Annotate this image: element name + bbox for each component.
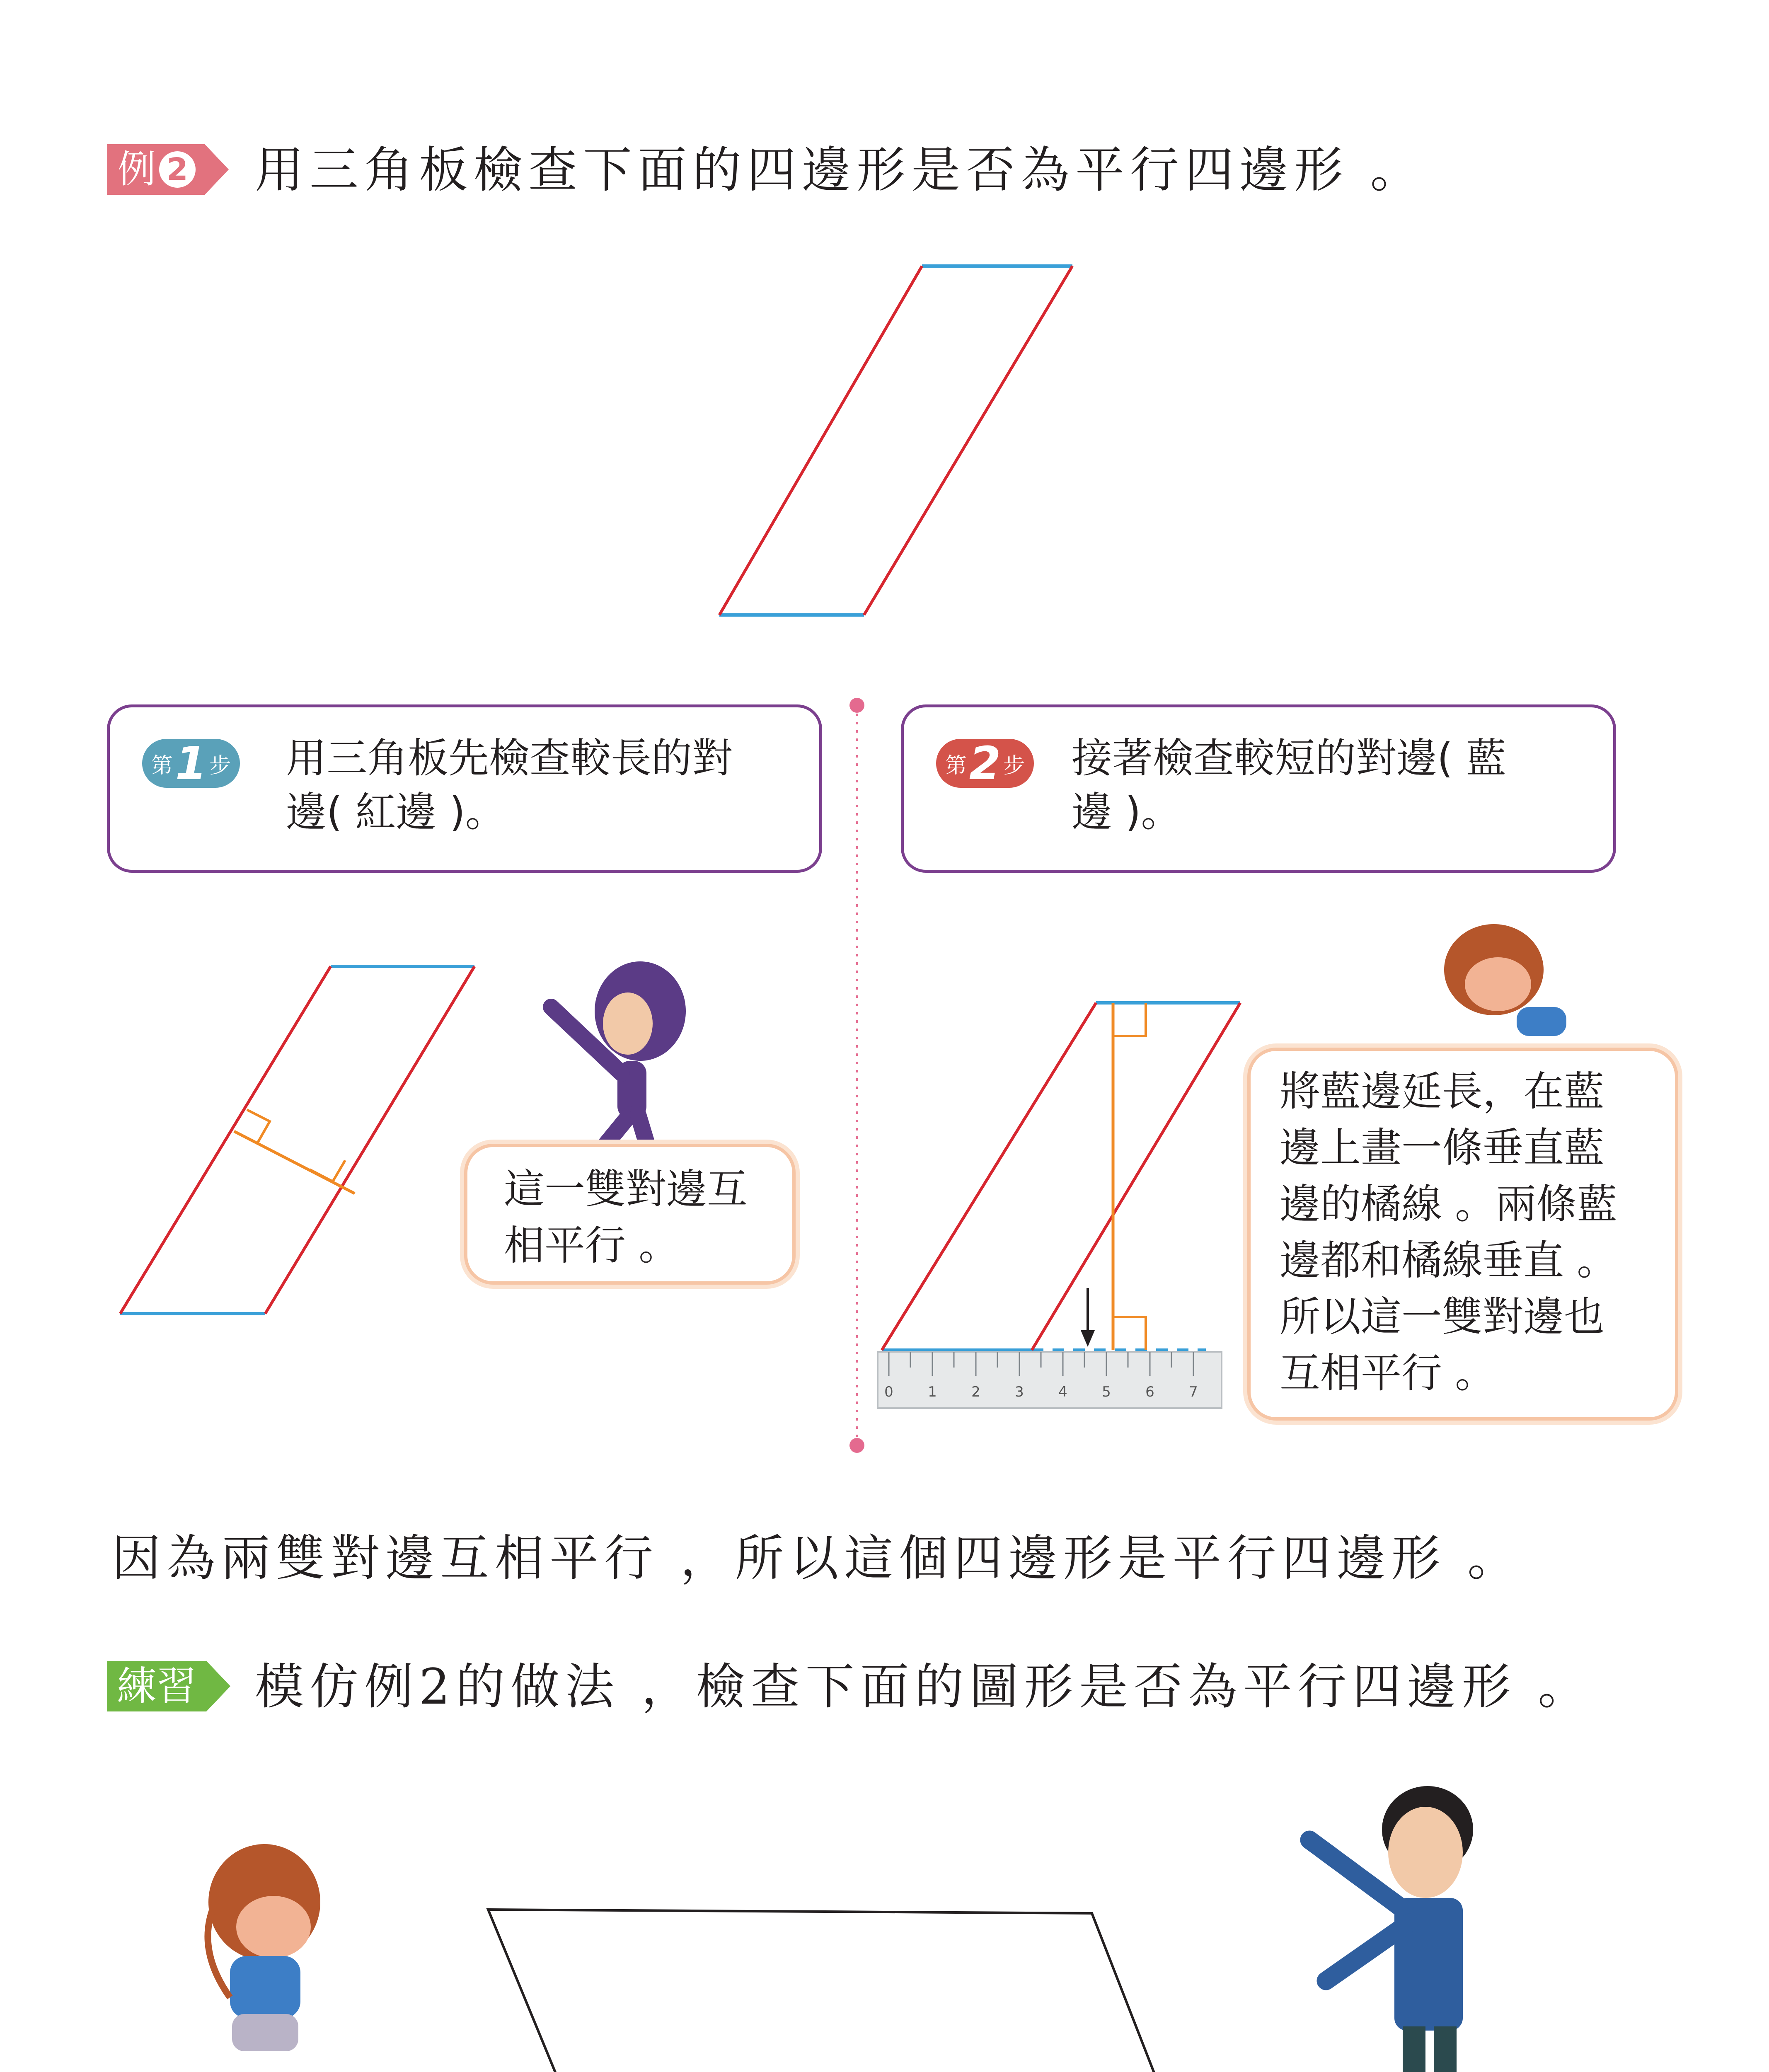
ruler (878, 1352, 1222, 1408)
ruler-number: 0 (884, 1384, 893, 1400)
divider-top-dot (849, 698, 864, 713)
step1-badge-number: 1 (175, 737, 207, 790)
practice-tag-arrow-icon (206, 1661, 230, 1711)
example-tag-label: 例 (118, 147, 156, 191)
step2-text-line1: 接著檢查較短的對邊( 藍 (1072, 735, 1507, 782)
boy-illustration (1309, 1786, 1500, 2072)
step2-badge-suffix: 步 (1003, 753, 1025, 778)
step2-text-line2: 邊 )。 (1072, 789, 1182, 836)
step2-badge (936, 739, 1034, 788)
step2-box (901, 704, 1616, 873)
main-right-red-side (864, 266, 1072, 615)
step1-speech-bubble (464, 1144, 796, 1285)
step1-text-line1: 用三角板先檢查較長的對 (286, 735, 733, 782)
step1-box (107, 704, 822, 873)
step2-parallelogram (882, 1003, 1240, 1350)
step2-speech-bubble (1247, 1048, 1678, 1421)
example-question: 用三角板檢查下面的四邊形是否為平行四邊形 。 (255, 141, 1425, 198)
step1-badge-prefix: 第 (151, 753, 173, 778)
step2-badge-number: 2 (969, 737, 1001, 790)
step1-badge (142, 739, 240, 788)
ruler-number: 4 (1058, 1384, 1067, 1400)
step2-bubble-line5: 所以這一雙對邊也 (1280, 1293, 1605, 1341)
main-left-red-side (719, 266, 922, 615)
step2-bubble-line6: 互相平行 。 (1280, 1350, 1496, 1397)
step1-parallelogram (120, 966, 474, 1314)
ruler-number: 5 (1102, 1384, 1111, 1400)
step2-badge-prefix: 第 (945, 753, 967, 778)
ruler-number: 7 (1189, 1384, 1198, 1400)
step2-bubble-line1: 將藍邊延長，在藍 (1280, 1068, 1605, 1115)
step2-text (1072, 731, 1506, 839)
step1-text (286, 731, 733, 839)
practice-tag (107, 1661, 230, 1711)
step1-bubble-line1: 這一雙對邊互 (504, 1166, 748, 1213)
step1-badge-suffix: 步 (209, 753, 231, 778)
ruler-number: 3 (1015, 1384, 1024, 1400)
practice-parallelogram (488, 1910, 1160, 2072)
step1-text-line2: 邊( 紅邊 )。 (286, 789, 506, 836)
step2-bubble-line4: 邊都和橘線垂直 。 (1280, 1237, 1618, 1284)
divider-bottom-dot (849, 1438, 864, 1453)
main-parallelogram (719, 266, 1072, 615)
example-tag-number: 2 (159, 151, 196, 188)
step2-bubble-line2: 邊上畫一條垂直藍 (1280, 1124, 1605, 1172)
step2-bubble-line3: 邊的橘線 。兩條藍 (1280, 1181, 1618, 1228)
conclusion-text: 因為兩雙對邊互相平行 ，所以這個四邊形是平行四邊形 。 (112, 1530, 1522, 1587)
step1-bubble-line2: 相平行 。 (504, 1222, 680, 1269)
practice-instruction: 模仿例2的做法 ，檢查下面的圖形是否為平行四邊形 。 (255, 1658, 1593, 1715)
ruler-number: 2 (971, 1384, 980, 1400)
monkey-illustration (208, 1844, 320, 2051)
monkey-head-illustration (1444, 924, 1566, 1036)
ruler-number: 1 (928, 1384, 937, 1400)
hooded-boy-illustration (551, 961, 686, 1160)
ruler-number: 6 (1145, 1384, 1154, 1400)
practice-tag-label: 練習 (107, 1661, 206, 1711)
